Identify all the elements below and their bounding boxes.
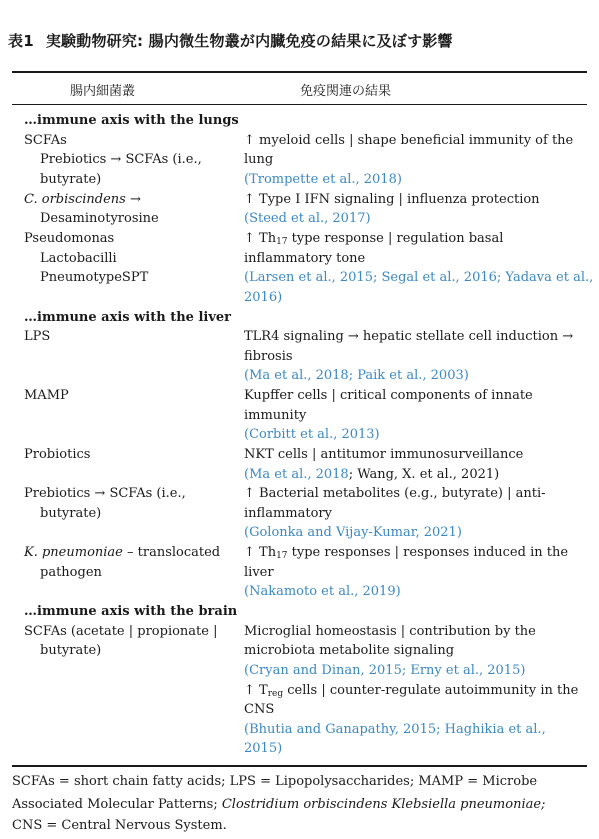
header-rule — [12, 104, 587, 105]
top-rule — [12, 71, 587, 73]
cell-microbiota — [24, 543, 220, 563]
cell-microbiota: Lactobacilli — [40, 251, 117, 266]
reference-link[interactable]: (Ma et al., 2018 — [244, 467, 349, 482]
reference-link[interactable]: (Steed et al., 2017) — [244, 211, 371, 226]
column-header-microbiota: 腸内細菌叢 — [70, 84, 136, 99]
reference-link[interactable]: (Ma et al., 2018; Paik et al., 2003) — [244, 368, 469, 383]
outcome-text: ↑ T — [244, 683, 268, 698]
cell-microbiota: SCFAs — [24, 133, 67, 148]
cell-outcome — [244, 543, 568, 563]
reference-line — [244, 465, 499, 485]
footnote-line — [12, 795, 545, 815]
cell-outcome: inflammatory tone — [244, 251, 366, 266]
section-brain: …immune axis with the brain — [24, 604, 238, 619]
reference-link[interactable]: (Bhutia and Ganapathy, 2015; Haghikia et al., — [244, 722, 546, 737]
cell-outcome: CNS — [244, 702, 275, 717]
cell-outcome: ↑ myeloid cells | shape beneficial immunity of the — [244, 133, 574, 148]
footnote-line: SCFAs = short chain fatty acids; LPS = Lipopolysaccharides; MAMP = Microbe — [12, 774, 538, 789]
reference-link[interactable]: (Golonka and Vijay-Kumar, 2021) — [244, 525, 462, 540]
species-name: K. pneumoniae — [24, 545, 123, 560]
footnote-line: CNS = Central Nervous System. — [12, 818, 227, 833]
subscript: reg — [267, 689, 284, 699]
cell-outcome — [244, 229, 503, 249]
reference-link[interactable]: (Trompette et al., 2018) — [244, 172, 402, 187]
cell-microbiota: butyrate) — [40, 172, 102, 187]
cell-microbiota: butyrate) — [40, 643, 102, 658]
outcome-text: ↑ Th — [244, 231, 277, 246]
cell-microbiota: Prebiotics → SCFAs (i.e., — [40, 152, 202, 167]
cell-microbiota: SCFAs (acetate | propionate | — [24, 624, 218, 639]
cell-microbiota: Prebiotics → SCFAs (i.e., — [24, 486, 186, 501]
cell-outcome: fibrosis — [244, 349, 293, 364]
section-liver: …immune axis with the liver — [24, 310, 232, 325]
cell-outcome: inflammatory — [244, 506, 332, 521]
cell-microbiota: Desaminotyrosine — [40, 211, 159, 226]
cell-microbiota: butyrate) — [40, 506, 102, 521]
table-number: 表1 — [8, 32, 34, 50]
cell-outcome — [244, 681, 578, 701]
cell-outcome: liver — [244, 565, 274, 580]
table-title-text: 実験動物研究: 腸内微生物叢が内臓免疫の結果に及ぼす影響 — [45, 32, 453, 50]
reference-link[interactable]: (Corbitt et al., 2013) — [244, 427, 380, 442]
microbiota-text: – translocated — [122, 545, 221, 560]
cell-outcome: lung — [244, 152, 274, 167]
cell-outcome: NKT cells | antitumor immunosurveillance — [244, 447, 524, 462]
footnote-text: Associated Molecular Patterns; — [12, 797, 222, 812]
subscript: 17 — [276, 551, 288, 561]
reference-text: ; Wang, X. et al., 2021) — [348, 467, 500, 482]
species-name: C. orbiscindens — [24, 192, 126, 207]
reference-link[interactable]: 2016) — [244, 290, 283, 305]
cell-outcome: Microglial homeostasis | contribution by the — [244, 624, 536, 639]
outcome-text: type response | regulation basal — [287, 231, 504, 246]
cell-outcome: TLR4 signaling → hepatic stellate cell induction → — [244, 329, 574, 344]
bottom-rule — [12, 765, 587, 767]
cell-microbiota: PneumotypeSPT — [40, 270, 149, 285]
reference-link[interactable]: (Cryan and Dinan, 2015; Erny et al., 2015) — [244, 663, 526, 678]
footnote-species: Clostridium orbiscindens Klebsiella pneumoniae; — [221, 797, 546, 812]
section-lungs: …immune axis with the lungs — [24, 113, 239, 128]
reference-link[interactable]: (Larsen et al., 2015; Segal et al., 2016; Yadava et al., — [244, 270, 594, 285]
outcome-text: cells | counter-regulate autoimmunity in the — [283, 683, 579, 698]
cell-microbiota — [24, 190, 141, 210]
cell-outcome: ↑ Bacterial metabolites (e.g., butyrate) | anti- — [244, 486, 546, 501]
cell-outcome: Kupffer cells | critical components of innate — [244, 388, 533, 403]
cell-microbiota: MAMP — [24, 388, 69, 403]
cell-microbiota: Probiotics — [24, 447, 91, 462]
arrow-text: → — [125, 192, 141, 207]
outcome-text: type responses | responses induced in the — [287, 545, 569, 560]
cell-microbiota: pathogen — [40, 565, 102, 580]
table-title — [8, 30, 453, 51]
reference-link[interactable]: 2015) — [244, 741, 283, 756]
reference-link[interactable]: (Nakamoto et al., 2019) — [244, 584, 401, 599]
outcome-text: ↑ Th — [244, 545, 277, 560]
subscript: 17 — [276, 237, 288, 247]
cell-microbiota: LPS — [24, 329, 51, 344]
cell-outcome: immunity — [244, 408, 307, 423]
column-header-immune-outcomes: 免疫関連の結果 — [300, 84, 392, 99]
cell-outcome: microbiota metabolite signaling — [244, 643, 455, 658]
cell-outcome: ↑ Type I IFN signaling | influenza protection — [244, 192, 540, 207]
cell-microbiota: Pseudomonas — [24, 231, 115, 246]
